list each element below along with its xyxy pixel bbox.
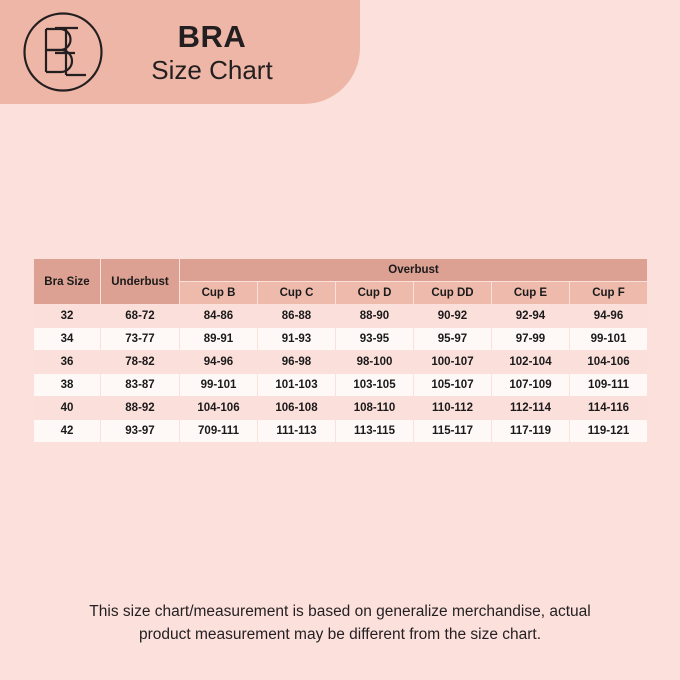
cell-overbust-cup-dd: 95-97 (414, 328, 491, 350)
cell-underbust: 78-82 (101, 351, 179, 373)
cell-overbust-cup-e: 117-119 (492, 420, 569, 442)
cell-overbust-cup-f: 114-116 (570, 397, 647, 419)
header-banner (0, 0, 360, 104)
header-overbust: Overbust (180, 259, 647, 281)
cell-overbust-cup-f: 109-111 (570, 374, 647, 396)
cell-overbust-cup-c: 101-103 (258, 374, 335, 396)
cell-overbust-cup-dd: 105-107 (414, 374, 491, 396)
cell-underbust: 83-87 (101, 374, 179, 396)
cell-overbust-cup-f: 94-96 (570, 305, 647, 327)
cell-bra-size: 42 (34, 420, 100, 442)
cell-overbust-cup-f: 99-101 (570, 328, 647, 350)
cell-overbust-cup-f: 104-106 (570, 351, 647, 373)
chart-title-block (106, 21, 360, 83)
cell-underbust: 68-72 (101, 305, 179, 327)
table-row (34, 328, 647, 350)
cell-overbust-cup-e: 112-114 (492, 397, 569, 419)
cell-overbust-cup-b: 709-111 (180, 420, 257, 442)
cell-bra-size: 32 (34, 305, 100, 327)
cell-overbust-cup-dd: 110-112 (414, 397, 491, 419)
chart-title-main: BRA (177, 19, 247, 54)
header-bra-size: Bra Size (34, 259, 100, 304)
cell-overbust-cup-d: 93-95 (336, 328, 413, 350)
cell-overbust-cup-c: 106-108 (258, 397, 335, 419)
cell-overbust-cup-dd: 100-107 (414, 351, 491, 373)
table-body (34, 305, 647, 442)
cell-overbust-cup-d: 113-115 (336, 420, 413, 442)
chart-title-sub: Size Chart (151, 55, 273, 85)
header-cup-b: Cup B (180, 282, 257, 304)
cell-overbust-cup-b: 99-101 (180, 374, 257, 396)
size-chart-table (33, 258, 648, 443)
cell-overbust-cup-d: 88-90 (336, 305, 413, 327)
disclaimer-line-1: This size chart/measurement is based on generalize merchandise, actual (89, 603, 591, 620)
disclaimer-line-2: product measurement may be different from the size chart. (138, 626, 542, 644)
header-cup-f: Cup F (570, 282, 647, 304)
table-row (34, 420, 647, 442)
table-row (34, 397, 647, 419)
table-row (34, 351, 647, 373)
cell-overbust-cup-dd: 115-117 (414, 420, 491, 442)
header-cup-c: Cup C (258, 282, 335, 304)
cell-bra-size: 40 (34, 397, 100, 419)
cell-bra-size: 36 (34, 351, 100, 373)
cell-underbust: 73-77 (101, 328, 179, 350)
cell-overbust-cup-c: 91-93 (258, 328, 335, 350)
cell-overbust-cup-e: 107-109 (492, 374, 569, 396)
size-chart-container (33, 258, 643, 443)
table-row (34, 374, 647, 396)
cell-underbust: 93-97 (101, 420, 179, 442)
brand-logo (20, 9, 106, 95)
cell-underbust: 88-92 (101, 397, 179, 419)
header-cup-dd: Cup DD (414, 282, 491, 304)
header-cup-e: Cup E (492, 282, 569, 304)
cell-overbust-cup-f: 119-121 (570, 420, 647, 442)
cell-overbust-cup-b: 94-96 (180, 351, 257, 373)
cell-overbust-cup-dd: 90-92 (414, 305, 491, 327)
cell-overbust-cup-c: 96-98 (258, 351, 335, 373)
header-underbust: Underbust (101, 259, 179, 304)
table-header-row-groups (34, 259, 647, 281)
cell-overbust-cup-d: 98-100 (336, 351, 413, 373)
table-head (34, 259, 647, 304)
cell-overbust-cup-e: 102-104 (492, 351, 569, 373)
cell-overbust-cup-c: 86-88 (258, 305, 335, 327)
cell-bra-size: 34 (34, 328, 100, 350)
cell-overbust-cup-b: 104-106 (180, 397, 257, 419)
cell-bra-size: 38 (34, 374, 100, 396)
cell-overbust-cup-b: 89-91 (180, 328, 257, 350)
table-row (34, 305, 647, 327)
cell-overbust-cup-d: 108-110 (336, 397, 413, 419)
cell-overbust-cup-d: 103-105 (336, 374, 413, 396)
header-cup-d: Cup D (336, 282, 413, 304)
cell-overbust-cup-b: 84-86 (180, 305, 257, 327)
cell-overbust-cup-e: 97-99 (492, 328, 569, 350)
disclaimer-text (0, 600, 680, 647)
cell-overbust-cup-c: 111-113 (258, 420, 335, 442)
cell-overbust-cup-e: 92-94 (492, 305, 569, 327)
bl-monogram-icon (20, 9, 106, 95)
